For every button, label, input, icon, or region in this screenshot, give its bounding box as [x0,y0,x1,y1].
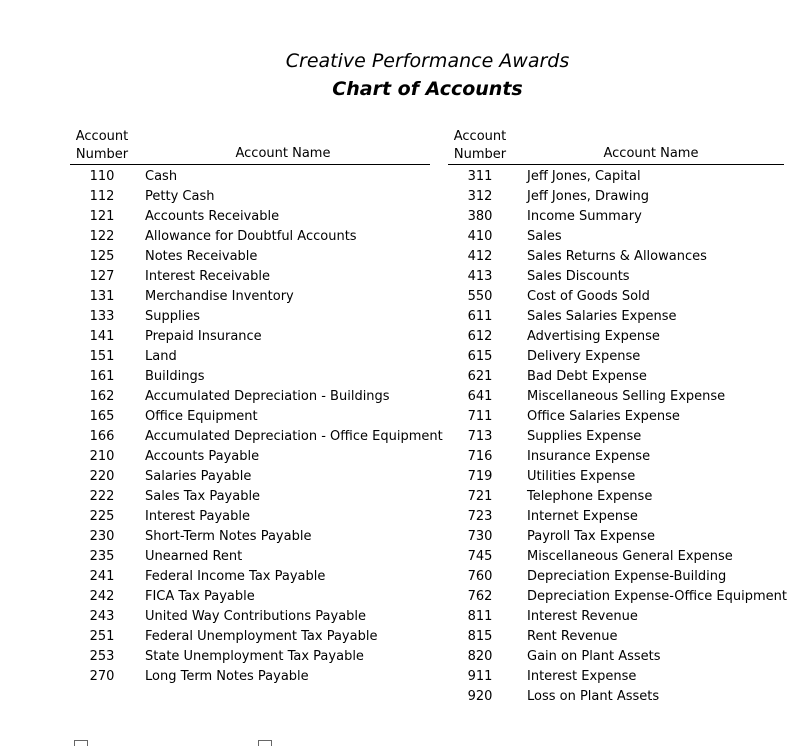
account-row [70,167,430,187]
account-number: 133 [89,309,115,324]
account-name: Accounts Payable [145,449,260,464]
account-name: Interest Expense [527,669,637,684]
account-row [70,207,430,227]
account-row [70,527,430,547]
account-number: 719 [467,469,493,484]
account-row [70,187,430,207]
account-number: 141 [89,329,115,344]
account-row [448,547,784,567]
account-row [448,687,784,707]
account-number: 820 [467,649,493,664]
left-accounts-table [70,128,443,687]
account-row [448,287,784,307]
account-name: Sales Tax Payable [145,489,261,504]
account-number: 230 [89,529,115,544]
account-row [70,227,430,247]
account-name: Internet Expense [527,509,638,524]
account-row [70,387,430,407]
account-name: State Unemployment Tax Payable [145,649,364,664]
account-name: Supplies [145,309,200,324]
account-name: Accumulated Depreciation - Office Equipment [145,429,443,444]
account-name: Short-Term Notes Payable [145,529,312,544]
account-name: FICA Tax Payable [145,589,255,604]
account-number: 270 [89,669,115,684]
account-row [70,447,430,467]
right-rows [448,165,787,707]
right-table-header [448,128,784,165]
account-row [70,367,430,387]
account-number: 222 [89,489,115,504]
account-number: 713 [467,429,493,444]
account-name: Sales Discounts [527,269,630,284]
account-row [70,507,430,527]
account-name: Sales [527,229,562,244]
account-name: Depreciation Expense-Office Equipment [527,589,787,604]
account-row [448,247,784,267]
account-name: Depreciation Expense-Building [527,569,727,584]
account-name: United Way Contributions Payable [145,609,367,624]
account-row [448,207,784,227]
account-row [448,487,784,507]
account-row [448,567,784,587]
account-row [70,427,443,447]
account-name-header: Account Name [235,146,331,161]
account-name: Delivery Expense [527,349,641,364]
account-name: Supplies Expense [527,429,642,444]
account-row [448,467,784,487]
account-row [70,647,430,667]
account-name: Cash [145,169,178,184]
account-name: Sales Salaries Expense [527,309,677,324]
account-row [448,587,787,607]
account-row [70,667,430,687]
account-name: Miscellaneous General Expense [527,549,733,564]
account-number: 210 [89,449,115,464]
account-name: Interest Receivable [145,269,270,284]
account-row [70,307,430,327]
account-number: 225 [89,509,115,524]
account-number: 410 [467,229,493,244]
account-name: Merchandise Inventory [145,289,294,304]
account-name: Utilities Expense [527,469,636,484]
account-row [448,347,784,367]
account-name: Telephone Expense [527,489,653,504]
account-number: 127 [89,269,115,284]
account-name: Long Term Notes Payable [145,669,309,684]
account-name: Buildings [145,369,205,384]
account-number: 162 [89,389,115,404]
cropped-toolbar-strip [0,740,808,746]
account-number: 920 [467,689,493,704]
account-number: 121 [89,209,115,224]
account-row [70,467,430,487]
account-number: 911 [467,669,493,684]
account-number-header: Account Number [75,129,129,162]
account-name: Unearned Rent [145,549,243,564]
account-number: 745 [467,549,493,564]
account-name: Allowance for Doubtful Accounts [145,229,357,244]
account-number: 122 [89,229,115,244]
account-number: 241 [89,569,115,584]
account-name: Loss on Plant Assets [527,689,660,704]
account-number: 131 [89,289,115,304]
account-row [70,487,430,507]
account-row [448,607,784,627]
document-title: Chart of Accounts [332,78,523,100]
account-row [448,627,784,647]
account-number: 253 [89,649,115,664]
account-name: Land [145,349,177,364]
account-name: Income Summary [527,209,642,224]
right-accounts-table [448,128,787,707]
account-row [70,627,430,647]
account-number: 612 [467,329,493,344]
account-name: Cost of Goods Sold [527,289,650,304]
account-number: 166 [89,429,115,444]
account-row [448,407,784,427]
account-number: 161 [89,369,115,384]
account-name: Rent Revenue [527,629,618,644]
account-name: Jeff Jones, Capital [527,169,641,184]
settings-icon [258,740,272,746]
account-row [448,527,784,547]
account-name: Gain on Plant Assets [527,649,661,664]
account-number: 723 [467,509,493,524]
account-name: Notes Receivable [145,249,258,264]
account-number: 312 [467,189,493,204]
company-title: Creative Performance Awards [285,50,570,72]
account-name: Bad Debt Expense [527,369,647,384]
account-row [448,167,784,187]
account-number: 815 [467,629,493,644]
account-name-header: Account Name [603,146,699,161]
account-number: 151 [89,349,115,364]
account-row [70,547,430,567]
account-number: 641 [467,389,493,404]
account-name: Advertising Expense [527,329,660,344]
account-row [448,507,784,527]
account-name: Office Salaries Expense [527,409,680,424]
account-number: 125 [89,249,115,264]
account-number: 413 [467,269,493,284]
account-number: 811 [467,609,493,624]
account-number: 621 [467,369,493,384]
account-number: 615 [467,349,493,364]
account-number: 711 [467,409,493,424]
account-number: 311 [467,169,493,184]
account-row [448,667,784,687]
account-number: 251 [89,629,115,644]
account-number: 235 [89,549,115,564]
left-rows [70,165,443,687]
account-name: Insurance Expense [527,449,651,464]
account-number: 550 [467,289,493,304]
account-name: Sales Returns & Allowances [527,249,707,264]
account-number: 762 [467,589,493,604]
book-icon [74,740,88,746]
account-number: 716 [467,449,493,464]
account-name: Interest Payable [145,509,250,524]
account-row [70,327,430,347]
account-row [448,447,784,467]
account-row [448,387,784,407]
account-name: Federal Income Tax Payable [145,569,326,584]
account-number: 112 [89,189,115,204]
left-table-header [70,128,430,165]
account-name: Miscellaneous Selling Expense [527,389,726,404]
account-row [448,647,784,667]
account-name: Petty Cash [145,189,215,204]
account-number: 730 [467,529,493,544]
account-row [70,347,430,367]
account-name: Accounts Receivable [145,209,280,224]
account-row [70,407,430,427]
account-row [448,227,784,247]
account-name: Prepaid Insurance [145,329,262,344]
account-row [70,267,430,287]
account-number: 220 [89,469,115,484]
account-name: Federal Unemployment Tax Payable [145,629,378,644]
account-row [448,367,784,387]
account-number: 721 [467,489,493,504]
account-number: 243 [89,609,115,624]
account-number: 380 [467,209,493,224]
account-row [448,307,784,327]
account-row [448,267,784,287]
account-row [448,427,784,447]
account-name: Interest Revenue [527,609,638,624]
account-name: Office Equipment [145,409,258,424]
account-row [448,327,784,347]
account-row [70,247,430,267]
account-number: 760 [467,569,493,584]
account-name: Salaries Payable [145,469,252,484]
account-number: 110 [89,169,115,184]
account-row [448,187,784,207]
account-number: 165 [89,409,115,424]
account-number: 412 [467,249,493,264]
account-row [70,587,430,607]
account-number-header: Account Number [453,129,507,162]
account-row [70,607,430,627]
account-number: 611 [467,309,493,324]
account-row [70,287,430,307]
account-name: Payroll Tax Expense [527,529,656,544]
account-name: Accumulated Depreciation - Buildings [145,389,390,404]
account-row [70,567,430,587]
account-name: Jeff Jones, Drawing [527,189,650,204]
account-number: 242 [89,589,115,604]
